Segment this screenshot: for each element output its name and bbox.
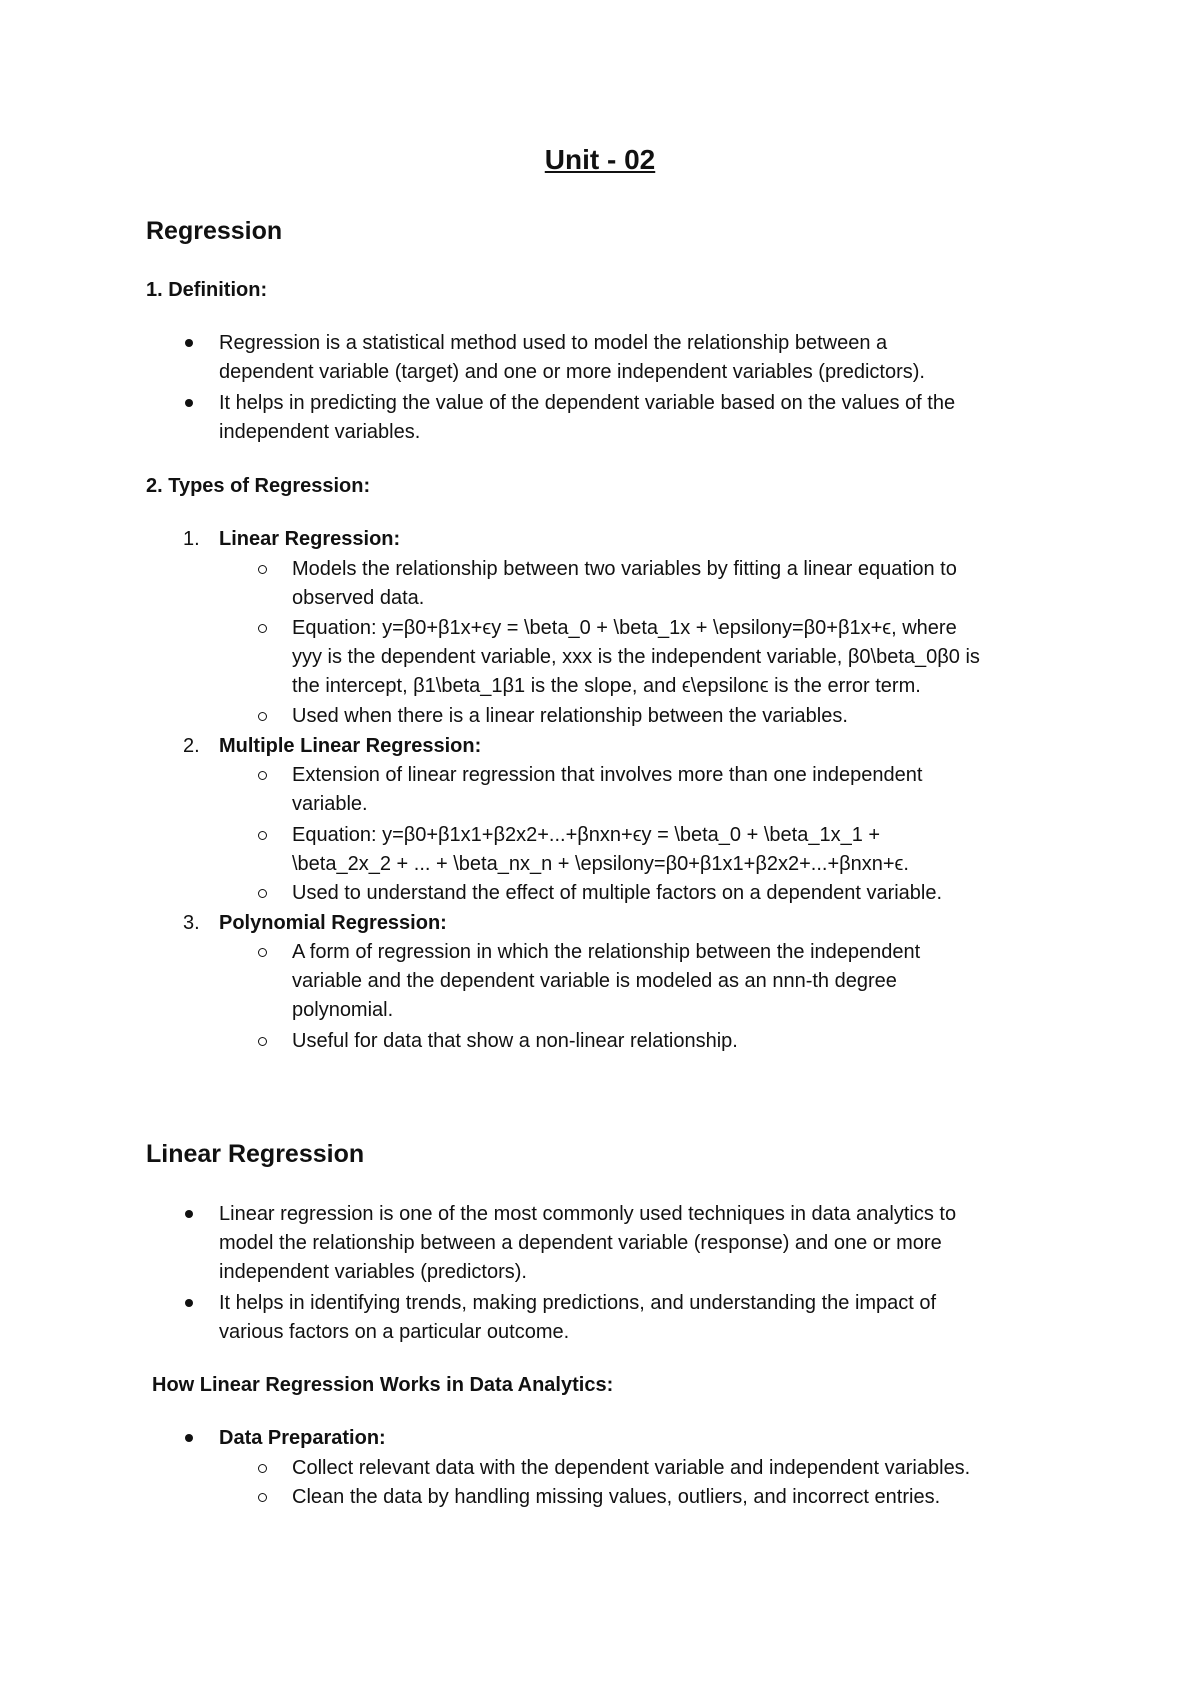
- bullet-circle-icon: [258, 889, 267, 898]
- bullet-circle-icon: [258, 712, 267, 721]
- bullet-circle-icon: [258, 1493, 267, 1502]
- type-1-sub-2-line-1: Equation: y=β0+β1x+ϵy = \beta_0 + \beta_1x + \epsilony=β0​+β1​x+ϵ, where: [292, 617, 957, 639]
- type-1-sub-1-line-2: observed data.: [292, 587, 425, 609]
- list-number: 2.: [183, 735, 200, 757]
- bullet-circle-icon: [258, 1464, 267, 1473]
- type-3-sub-2-line-1: Useful for data that show a non-linear relationship.: [292, 1030, 738, 1052]
- type-1-sub-3-line-1: Used when there is a linear relationship between the variables.: [292, 705, 848, 727]
- linear-bullet-2-line-2: various factors on a particular outcome.: [219, 1321, 570, 1343]
- bullet-disc-icon: [185, 339, 193, 347]
- type-2-sub-3-line-1: Used to understand the effect of multiple factors on a dependent variable.: [292, 882, 943, 904]
- heading-regression: Regression: [146, 217, 283, 245]
- type-2-label: Multiple Linear Regression:: [219, 735, 482, 757]
- heading-how-linear-regression-works: How Linear Regression Works in Data Analytics:: [152, 1374, 614, 1396]
- linear-bullet-1-line-2: model the relationship between a dependent variable (response) and one or more: [219, 1232, 942, 1254]
- type-2-sub-2-line-1: Equation: y=β0+β1x1+β2x2+...+βnxn+ϵy = \beta_0 + \beta_1x_1 +: [292, 824, 881, 846]
- bullet-circle-icon: [258, 771, 267, 780]
- bullet-disc-icon: [185, 399, 193, 407]
- data-preparation-sub-2: Clean the data by handling missing values, outliers, and incorrect entries.: [292, 1486, 941, 1508]
- definition-bullet-2-line-1: It helps in predicting the value of the dependent variable based on the values of the: [219, 392, 956, 414]
- bullet-disc-icon: [185, 1434, 193, 1442]
- linear-bullet-1-line-3: independent variables (predictors).: [219, 1261, 527, 1283]
- data-preparation-sub-1: Collect relevant data with the dependent variable and independent variables.: [292, 1457, 971, 1479]
- type-2-sub-1-line-1: Extension of linear regression that involves more than one independent: [292, 764, 923, 786]
- definition-bullet-2-line-2: independent variables.: [219, 421, 421, 443]
- bullet-disc-icon: [185, 1299, 193, 1307]
- bullet-circle-icon: [258, 1037, 267, 1046]
- heading-types: 2. Types of Regression:: [146, 475, 371, 497]
- list-number: 3.: [183, 912, 200, 934]
- linear-bullet-2-line-1: It helps in identifying trends, making predictions, and understanding the impact of: [219, 1292, 937, 1314]
- heading-definition: 1. Definition:: [146, 279, 268, 301]
- type-1-sub-2-line-3: the intercept, β1\beta_1β1​ is the slope, and ϵ\epsilonϵ is the error term.: [292, 675, 921, 697]
- bullet-circle-icon: [258, 565, 267, 574]
- type-1-sub-2-line-2: yyy is the dependent variable, xxx is the independent variable, β0\beta_0β0​ is: [292, 646, 980, 668]
- type-1-label: Linear Regression:: [219, 528, 401, 550]
- bullet-circle-icon: [258, 624, 267, 633]
- heading-linear-regression: Linear Regression: [146, 1140, 365, 1168]
- type-2-sub-1-line-2: variable.: [292, 793, 368, 815]
- page-title: Unit - 02: [544, 144, 656, 175]
- type-3-sub-1-line-1: A form of regression in which the relationship between the independent: [292, 941, 921, 963]
- type-1-sub-1-line-1: Models the relationship between two variables by fitting a linear equation to: [292, 558, 957, 580]
- type-3-label: Polynomial Regression:: [219, 912, 447, 934]
- type-3-sub-1-line-3: polynomial.: [292, 999, 394, 1021]
- linear-bullet-1-line-1: Linear regression is one of the most commonly used techniques in data analytics to: [219, 1203, 957, 1225]
- bullet-circle-icon: [258, 831, 267, 840]
- type-2-sub-2-line-2: \beta_2x_2 + ... + \beta_nx_n + \epsilony=β0​+β1​x1​+β2​x2​+...+βn​xn​+ϵ.: [292, 853, 909, 875]
- bullet-disc-icon: [185, 1210, 193, 1218]
- list-number: 1.: [183, 528, 200, 550]
- type-3-sub-1-line-2: variable and the dependent variable is modeled as an nnn-th degree: [292, 970, 897, 992]
- definition-bullet-1-line-1: Regression is a statistical method used to model the relationship between a: [219, 332, 888, 354]
- definition-bullet-1-line-2: dependent variable (target) and one or more independent variables (predictors).: [219, 361, 925, 383]
- bullet-circle-icon: [258, 948, 267, 957]
- data-preparation-label: Data Preparation:: [219, 1427, 386, 1449]
